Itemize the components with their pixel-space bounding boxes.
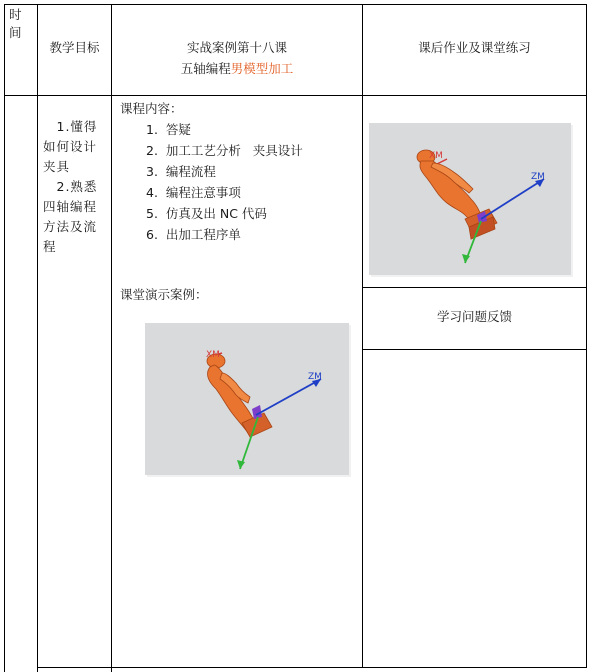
xm-axis-label: XM <box>206 350 220 360</box>
xm-axis-label: XM <box>429 151 443 161</box>
homework-header: 课后作业及课堂练习 <box>418 40 531 55</box>
header-bottom-rule <box>4 95 587 96</box>
model-render <box>369 123 571 275</box>
teaching-goals <box>43 117 107 257</box>
table-bottom-rule <box>37 667 587 668</box>
zm-axis-line <box>481 179 544 219</box>
table-border-left <box>4 4 5 672</box>
lesson-title-highlight: 男模型加工 <box>230 61 294 76</box>
content-item: 1. 答疑 <box>146 122 191 137</box>
model-figure-demo <box>145 323 349 475</box>
table-border-right <box>586 4 587 668</box>
time-header <box>9 6 25 42</box>
feedback-label: 学习问题反馈 <box>436 309 512 324</box>
demo-case-label: 课堂演示案例： <box>120 287 208 302</box>
content-item: 4. 编程注意事项 <box>146 185 241 200</box>
model-figure-homework <box>369 123 571 275</box>
content-heading: 课程内容： <box>120 101 183 116</box>
male-model-shape <box>417 150 497 239</box>
zm-axis-label: ZM <box>531 172 545 182</box>
content-item: 6. 出加工程序单 <box>146 227 241 242</box>
content-item: 5. 仿真及出 NC 代码 <box>146 206 267 221</box>
content-item: 2. 加工工艺分析 夹具设计 <box>146 143 303 158</box>
zm-axis-line <box>256 379 321 415</box>
right-row-rule-1 <box>362 287 587 288</box>
model-render <box>145 323 349 475</box>
time-header-char-1: 时 <box>9 7 22 22</box>
col-divider-2 <box>111 4 112 672</box>
course-content <box>120 98 303 245</box>
time-header-char-2: 间 <box>9 25 22 40</box>
lesson-title-line2 <box>112 59 362 77</box>
zm-axis-label: ZM <box>308 372 322 382</box>
lesson-title-line1: 实战案例第十八课 <box>186 40 287 55</box>
right-row-rule-2 <box>362 349 587 350</box>
goal-header: 教学目标 <box>49 40 100 55</box>
lesson-title-prefix: 五轴编程 <box>180 61 231 76</box>
goal-item-2: 2.熟悉四轴编程方法及流程 <box>43 179 98 254</box>
goal-item-1: 1.懂得如何设计夹具 <box>43 119 98 174</box>
male-model-shape <box>207 354 272 437</box>
col-divider-3 <box>362 4 363 668</box>
content-item: 3. 编程流程 <box>146 164 216 179</box>
col-divider-1 <box>37 4 38 672</box>
table-border-top <box>4 4 587 5</box>
